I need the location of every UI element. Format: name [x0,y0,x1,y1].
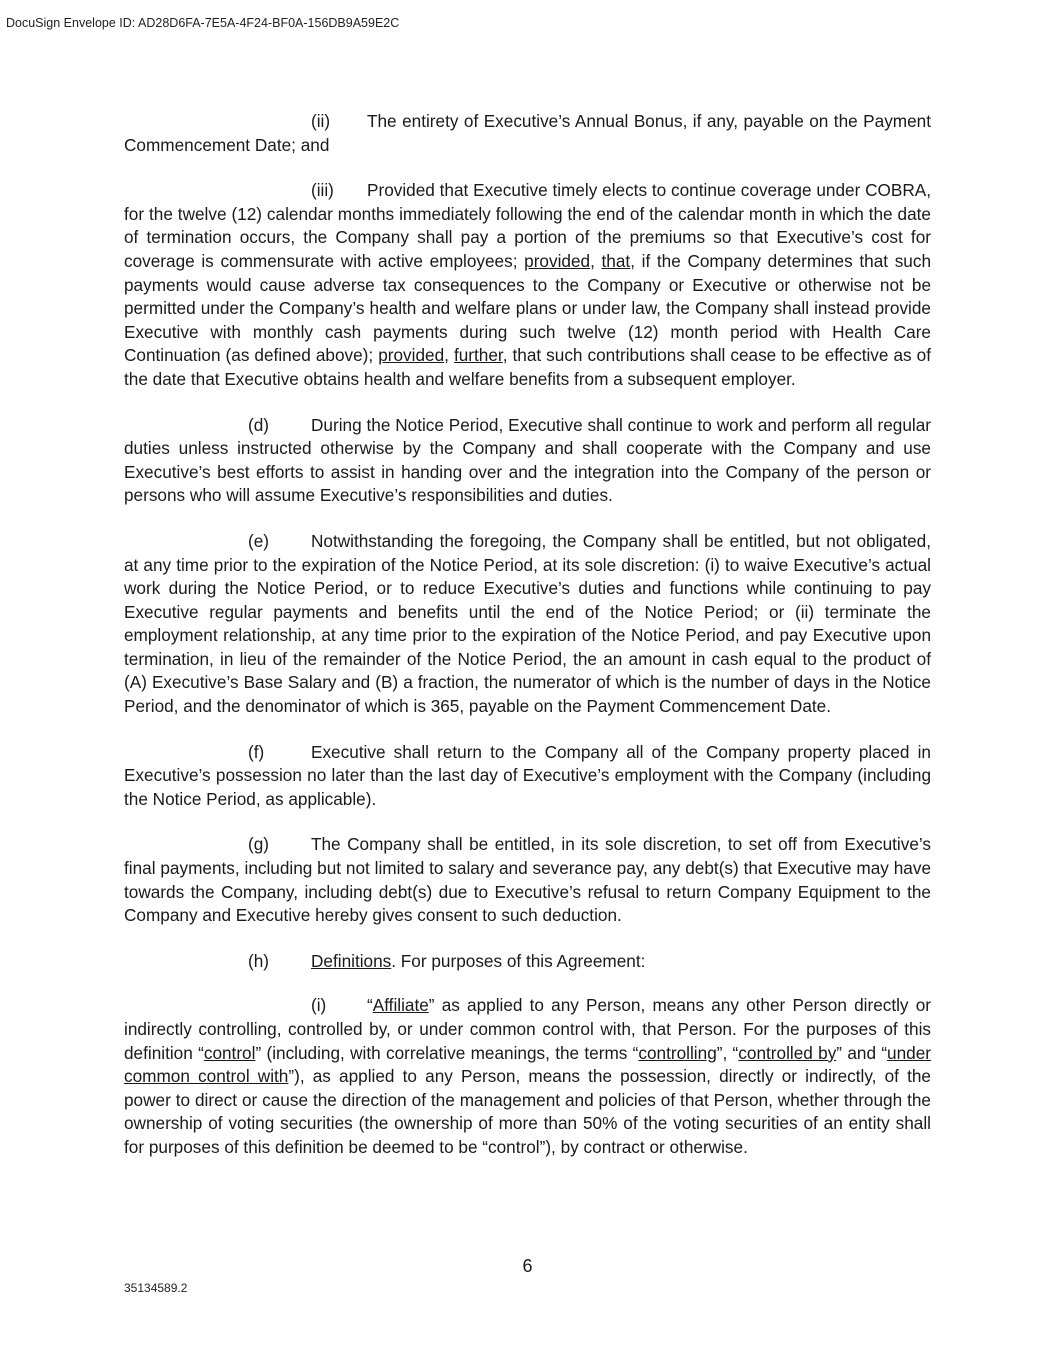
paragraph-text: ” and “ [836,1042,888,1063]
paragraph-marker: (ii) [311,111,331,131]
paragraph-e [124,530,931,719]
paragraph-text: . For purposes of this Agreement: [391,950,646,971]
section-title-definitions: Definitions [311,950,392,971]
paragraph-marker: (g) [248,834,270,855]
underlined-term: provided [378,345,445,366]
punctuation: , [444,345,454,366]
docusign-envelope-id: DocuSign Envelope ID: AD28D6FA-7E5A-4F24-BF0A-156DB9A59E2C [6,16,400,30]
paragraph-marker: (d) [248,414,270,435]
document-id: 35134589.2 [124,1281,188,1295]
paragraph-f [124,741,931,812]
paragraph-text: ”, “ [716,1042,739,1063]
paragraph-text: ”), as applied to any Person, means the possession, directly or indirectly, of the power to direct or cause the direction of the management and policies of that Person, whether through the ownership of voting securities (the ownership of more than 50% of the voting securities of an entity shall for purposes of this definition be deemed to be “control”), by contract or otherwise. [124,1066,931,1157]
defined-term-common-control: under common control with [124,1042,932,1087]
paragraph-marker: (f) [248,741,265,762]
underlined-term: provided [524,250,591,271]
paragraph-text: ” (including, with correlative meanings, the terms “ [255,1042,639,1063]
paragraph-text: During the Notice Period, Executive shall continue to work and perform all regular duties unless instructed otherwise by the Company and shall cooperate with the Company and use Executive’s best efforts to assist in handing over and the integration into the Company of the person or persons who will assume Executive’s responsibilities and duties. [124,414,931,506]
page-number: 6 [522,1256,533,1276]
paragraph-marker: (e) [248,530,270,551]
paragraph-g [124,833,931,927]
paragraph-text: ” as applied to any Person, means any other Person directly or indirectly controlling, controlled by, or under common control with, that Person. For the purposes of this definition “ [124,995,931,1063]
underlined-term: further [453,345,503,366]
document-body [124,110,931,1182]
paragraph-iii [124,179,931,391]
paragraph-text: The entirety of Executive’s Annual Bonus, if any, payable on the Payment Commencement Date; and [124,111,931,155]
paragraph-text: Provided that Executive timely elects to continue coverage under COBRA, for the twelve (12) calendar months immediately following the end of the calendar month in which the date of termination occurs, the Company shall pay a portion of the premiums so that Executive’s cost for coverage is commensurate with active employees; [124,180,931,271]
paragraph-text: Executive shall return to the Company all of the Company property placed in Executive’s possession no later than the last day of Executive’s employment with the Company (including the Notice Period, as applicable). [124,741,931,809]
paragraph-ii [124,110,931,157]
defined-term-controlled-by: controlled by [738,1042,837,1063]
underlined-term: that [601,250,631,271]
paragraph-text: , if the Company determines that such payments would cause adverse tax consequences to the Company or Executive or otherwise not be permitted under the Company’s health and welfare plans or under law, the Company shall instead provide Executive with monthly cash payments during such twelve (12) month period with Health Care Continuation (as defined above); [124,250,932,366]
paragraph-marker: (h) [248,950,270,971]
paragraph-h [124,950,931,974]
paragraph-d [124,414,931,508]
paragraph-text: The Company shall be entitled, in its sole discretion, to set off from Executive’s final payments, including but not limited to salary and severance pay, any debt(s) that Executive may have towards the Company, including debt(s) due to Executive’s refusal to return Company Equipment to the Company and Executive hereby gives consent to such deduction. [124,834,931,926]
punctuation: “ [367,995,373,1016]
paragraph-text: , that such contributions shall cease to be effective as of the date that Executive obtains health and welfare benefits from a subsequent employer. [124,345,931,389]
paragraph-marker: (i) [311,995,327,1016]
defined-term-controlling: controlling [638,1042,717,1063]
paragraph-i-affiliate [124,994,931,1159]
punctuation: , [590,250,602,271]
defined-term-control: control [203,1042,256,1063]
defined-term-affiliate: Affiliate [372,995,429,1016]
paragraph-marker: (iii) [311,180,334,201]
paragraph-text: Notwithstanding the foregoing, the Company shall be entitled, but not obligated, at any time prior to the expiration of the Notice Period, at its sole discretion: (i) to waive Executive’s actual work during the Notice Period, or to reduce Executive’s duties and functions while continuing to pay Executive regular payments and benefits until the end of the Notice Period; or (ii) terminate the employment relationship, at any time prior to the expiration of the Notice Period, and pay Executive upon termination, in lieu of the remainder of the Notice Period, the an amount in cash equal to the product of (A) Executive’s Base Salary and (B) a fraction, the numerator of which is the number of days in the Notice Period, and the denominator of which is 365, payable on the Payment Commencement Date. [124,530,931,717]
